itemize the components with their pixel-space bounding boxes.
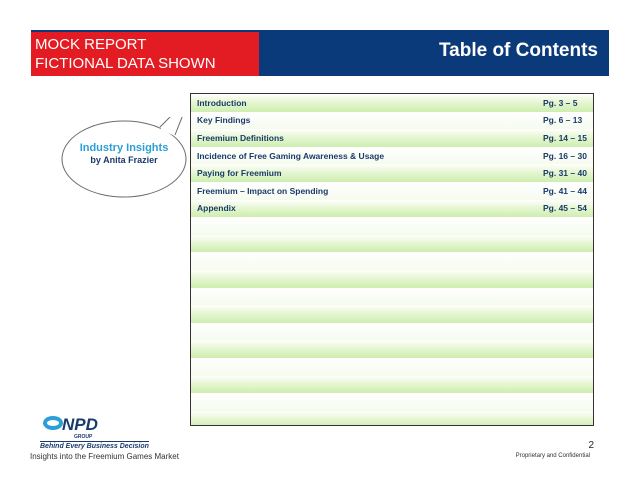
empty-row — [191, 340, 593, 358]
logo-name: NPD — [62, 415, 98, 434]
empty-row — [191, 252, 593, 270]
empty-row — [191, 305, 593, 323]
toc-table — [190, 93, 594, 426]
toc-row[interactable] — [191, 164, 593, 182]
toc-row[interactable] — [191, 129, 593, 147]
toc-pages: Pg. 41 – 44 — [543, 185, 587, 196]
empty-row — [191, 358, 593, 376]
toc-title: Appendix — [197, 203, 236, 214]
toc-title: Freemium – Impact on Spending — [197, 185, 329, 196]
bubble-author: by Anita Frazier — [90, 155, 158, 165]
logo-group: GROUP — [74, 434, 93, 440]
toc-row[interactable] — [191, 147, 593, 165]
page-title: Table of Contents — [438, 40, 598, 61]
bubble-title: Industry Insights — [79, 142, 169, 154]
toc-title: Incidence of Free Gaming Awareness & Usage — [197, 150, 385, 161]
logo-tagline: Behind Every Business Decision — [40, 443, 149, 450]
empty-row — [191, 411, 593, 426]
mock-line-1: MOCK REPORT — [35, 36, 147, 53]
toc-pages: Pg. 16 – 30 — [543, 150, 587, 161]
toc-title: Introduction — [197, 97, 247, 108]
footer-confidential: Proprietary and Confidential — [515, 453, 590, 459]
toc-row[interactable] — [191, 182, 593, 200]
empty-row — [191, 323, 593, 341]
footer-title: Insights into the Freemium Games Market — [30, 452, 179, 461]
page-number: 2 — [588, 440, 594, 451]
toc-title: Freemium Definitions — [197, 132, 284, 143]
toc-row[interactable] — [191, 200, 593, 218]
empty-row — [191, 288, 593, 306]
toc-title: Paying for Freemium — [197, 168, 282, 179]
toc-row[interactable] — [191, 94, 593, 112]
npd-logo — [42, 414, 108, 440]
toc-pages: Pg. 31 – 40 — [543, 168, 587, 179]
toc-pages: Pg. 6 – 13 — [543, 115, 583, 126]
toc-row[interactable] — [191, 112, 593, 130]
toc-pages: Pg. 45 – 54 — [543, 203, 587, 214]
toc-pages: Pg. 14 – 15 — [543, 132, 587, 143]
toc-title: Key Findings — [197, 115, 251, 126]
empty-row — [191, 393, 593, 411]
empty-row — [191, 217, 593, 235]
mock-line-2: FICTIONAL DATA SHOWN — [35, 55, 216, 72]
empty-row — [191, 376, 593, 394]
toc-pages: Pg. 3 – 5 — [543, 97, 578, 108]
mock-report-label — [31, 32, 259, 76]
empty-row — [191, 235, 593, 253]
empty-row — [191, 270, 593, 288]
